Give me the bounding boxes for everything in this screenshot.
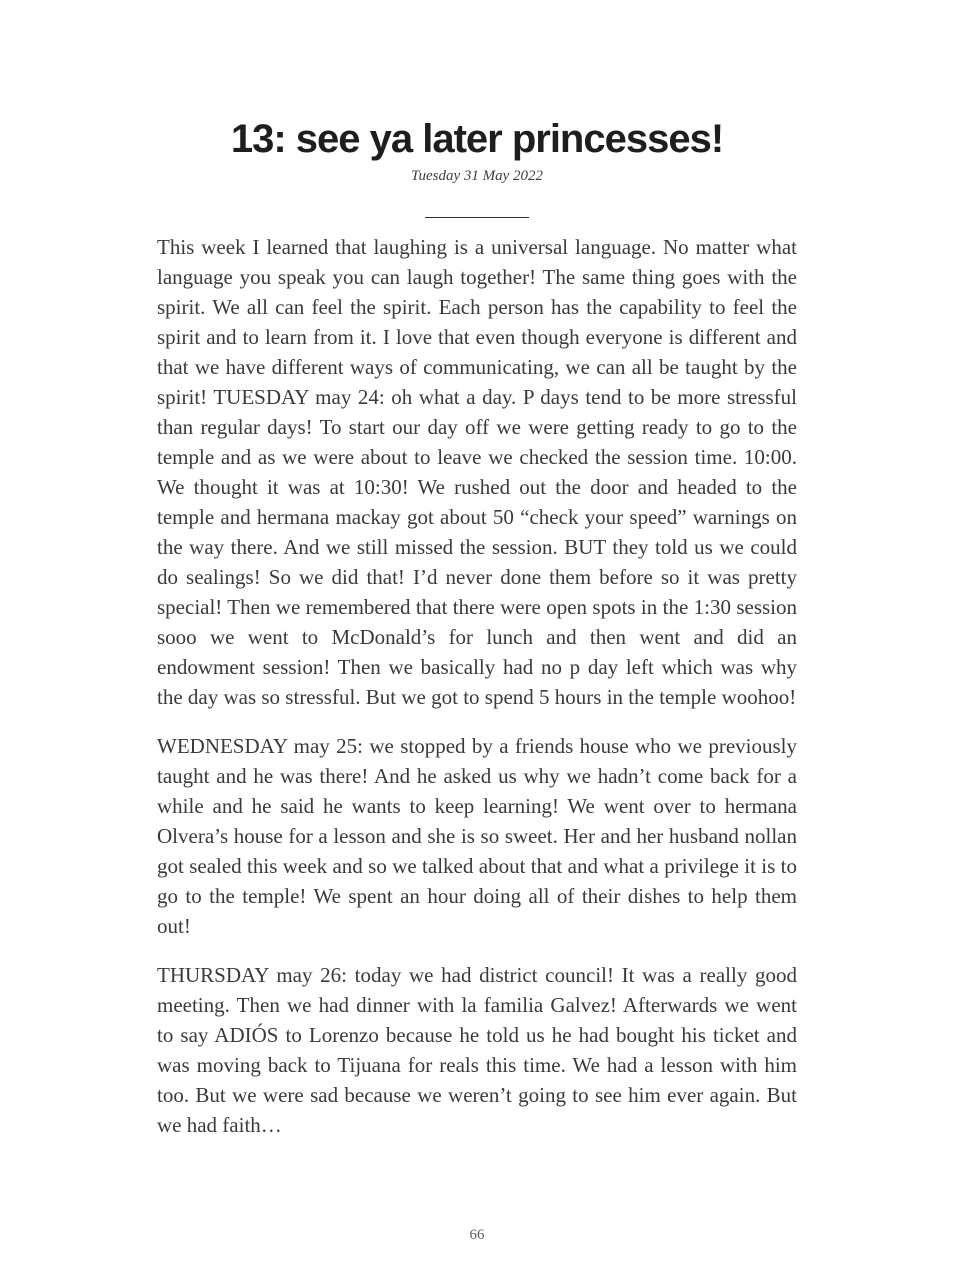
- post-body: [157, 232, 797, 1140]
- post-date: Tuesday 31 May 2022: [410, 168, 544, 184]
- section-divider: [425, 217, 529, 218]
- post-paragraph-1: This week I learned that laughing is a universal language. No matter what language you speak you can laugh together! The same thing goes with the spirit. We all can feel the spirit. Each person has the capability to feel the spirit and to learn from it. I love that even though everyone is different and that we have different ways of communicating, we can all be taught by the spirit! TUESDAY may 24: oh what a day. P days tend to be more stressful than regular days! To start our day off we were getting ready to go to the temple and as we were about to leave we checked the session time. 10:00. We thought it was at 10:30! We rushed out the door and headed to the temple and hermana mackay got about 50 “check your speed” warnings on the way there. And we still missed the session. BUT they told us we could do sealings! So we did that! I’d never done them before so it was pretty special! Then we remembered that there were open spots in the 1:30 session sooo we went to McDonald’s for lunch and then went and did an endowment session! Then we basically had no p day left which was why the day was so stressful. But we got to spend 5 hours in the temple woohoo!: [157, 235, 797, 709]
- post-paragraph-2: WEDNESDAY may 25: we stopped by a friends house who we previously taught and he was there! And he asked us why we hadn’t come back for a while and he said he wants to keep learning! We went over to hermana Olvera’s house for a lesson and she is so sweet. Her and her husband nollan got sealed this week and so we talked about that and what a privilege it is to go to the temple! We spent an hour doing all of their dishes to help them out!: [157, 734, 797, 938]
- post-paragraph-3: THURSDAY may 26: today we had district council! It was a really good meeting. Then we had dinner with la familia Galvez! Afterwards we went to say ADIÓS to Lorenzo because he told us he had bought his ticket and was moving back to Tijuana for reals this time. We had a lesson with him too. But we were sad because we weren’t going to see him ever again. But we had faith…: [157, 963, 797, 1137]
- post-title: 13: see ya later princesses!: [230, 117, 724, 161]
- page-number: 66: [469, 1227, 485, 1243]
